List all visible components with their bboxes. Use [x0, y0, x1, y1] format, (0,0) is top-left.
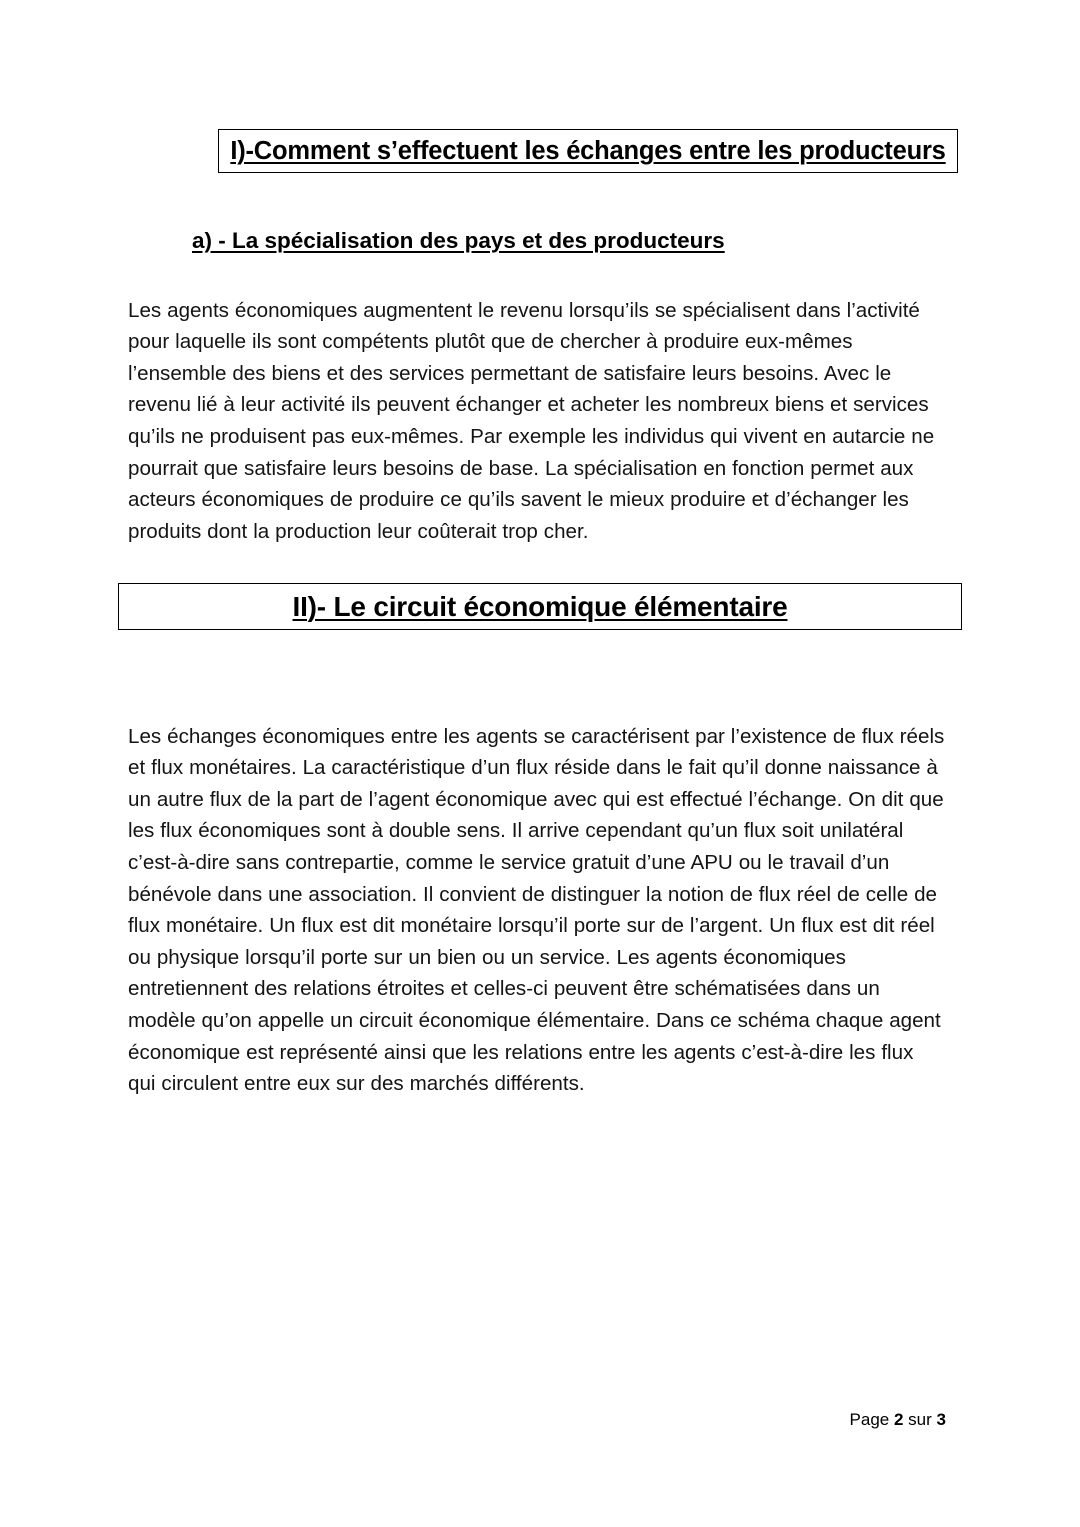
section-paragraph-1: Les agents économiques augmentent le revenu lorsqu’ils se spécialisent dans l’activité pour laquelle ils sont compétents plutôt que de chercher à produire eux-mêmes l’ensemble des biens et des services permettant de satisfaire leurs besoins. Avec le revenu lié à leur activité ils peuvent échanger et acheter les nombreux biens et services qu’ils ne produisent pas eux-mêmes. Par exemple les individus qui vivent en autarcie ne pourrait que satisfaire leurs besoins de base. La spécialisation en fonction permet aux acteurs économiques de produire ce qu’ils savent le mieux produire et d’échanger les produits dont la production leur coûterait trop cher. — [128, 298, 935, 543]
section-heading-box-2 — [118, 583, 962, 630]
footer-separator: sur — [908, 1410, 932, 1429]
footer-prefix: Page — [849, 1410, 890, 1429]
section-paragraph-2: Les échanges économiques entre les agents se caractérisent par l’existence de flux réels et flux monétaires. La caractéristique d’un flux réside dans le fait qu’il donne naissance à un autre flux de la part de l’agent économique avec qui est effectué l’échange. On dit que les flux économiques sont à double sens. Il arrive cependant qu’un flux soit unilatéral c’est-à-dire sans contrepartie, comme le service gratuit d’une APU ou le travail d’un bénévole dans une association. Il convient de distinguer la notion de flux réel de celle de flux monétaire. Un flux est dit monétaire lorsqu’il porte sur de l’argent. Un flux est dit réel ou physique lorsqu’il porte sur un bien ou un service. Les agents économiques entretiennent des relations étroites et celles-ci peuvent être schématisées dans un modèle qu’on appelle un circuit économique élémentaire. Dans ce schéma chaque agent économique est représenté ainsi que les relations entre les agents c’est-à-dire les flux qui circulent entre eux sur des marchés différents. — [128, 724, 945, 1096]
section-heading-box-1 — [218, 129, 958, 173]
section-heading-1: I)-Comment s’effectuent les échanges entre les producteurs — [230, 137, 946, 165]
subsection-heading-a: a) - La spécialisation des pays et des producteurs — [192, 228, 725, 253]
footer-current-page: 2 — [893, 1410, 904, 1429]
page-footer — [0, 1409, 946, 1431]
section-heading-2: II)- Le circuit économique élémentaire — [292, 590, 788, 622]
footer-total-pages: 3 — [936, 1410, 946, 1429]
